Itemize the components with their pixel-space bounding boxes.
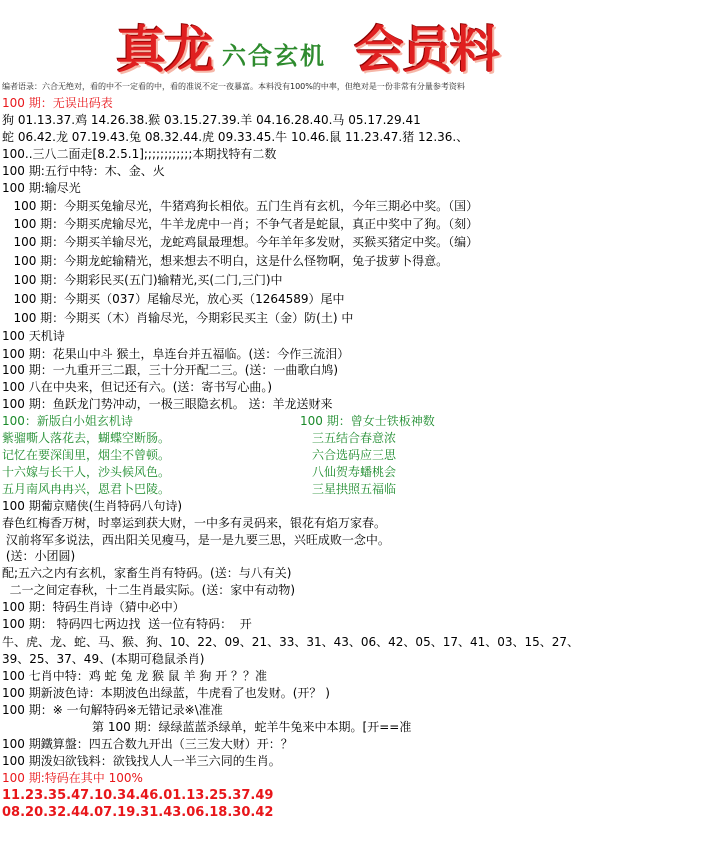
text-line: 100 天机诗 (2, 329, 65, 343)
page-banner (0, 8, 720, 79)
text-line: 二一之间定春秋，十二生肖最实际。(送：家中有动物) (2, 583, 295, 597)
ms-zeng-heading: 100 期：曾女士铁板神数 (300, 414, 435, 428)
text-line: 100 期：今期买羊输尽光，龙蛇鸡鼠最理想。今年羊年多发财，买猴买猪定中奖。（编） (2, 235, 479, 249)
special-code-heading: 100 期:特码在其中 100% (2, 771, 143, 785)
poem-line: 紫骝嘶人落花去，蝴蝶空断肠。 (2, 431, 171, 445)
text-line: 100 期：一九重开三二跟，三十分开配二三。(送：一曲歌白鸠) (2, 363, 339, 377)
text-line: 100 期:输尽光 (2, 181, 81, 195)
text-line: 100 期：今期龙蛇输精光，想来想去不明白，这是什么怪物啊，兔子拔萝卜得意。 (2, 254, 449, 268)
poem-line: 三五结合春意浓 (312, 431, 397, 445)
poem-line: 三星拱照五福临 (312, 482, 397, 496)
poem-line: 记忆在要深闺里，烟尘不曾顿。 (2, 448, 171, 462)
text-line: 100 期：鱼跃龙门势冲动，一极三眼隐玄机。 送：羊龙送财来 (2, 397, 333, 411)
text-line: 100 期：特码生肖诗（猜中必中） (2, 600, 185, 614)
text-line: 100 期鐵算盤：四五合数九开出（三三发大财）开：？ (2, 737, 293, 751)
text-line: 100 期： 特码四七两边找 送一位有特码： 开 (2, 617, 252, 631)
text-line: 牛、虎、龙、蛇、马、猴、狗、10、22、09、21、33、31、43、06、42、05、17、41、03、15、27、 (2, 635, 580, 649)
text-line: 100 期新波色诗：本期波色出绿蓝，牛虎看了也发财。(开？ ) (2, 686, 330, 700)
poem-line: 八仙贺寿蟠桃会 (312, 465, 397, 479)
zodiac-number-row-2: 蛇 06.42.龙 07.19.43.兔 08.32.44.虎 09.33.45.牛 10.46.鼠 11.23.47.猪 12.36.、 (2, 130, 469, 144)
banner-title-middle: 六合玄机 (222, 41, 326, 70)
no-error-table-heading: 100 期：无误出码表 (2, 96, 113, 110)
text-line: 100 八在中央来，但记还有六。(送：寄书写心曲。) (2, 380, 273, 394)
special-code-numbers-2: 08.20.32.44.07.19.31.43.06.18.30.42 (2, 805, 274, 820)
editor-notice: 编者语录：六合无绝对，看的中不一定看的中，看的准说不定一夜暴富。本料没有100%的中率，但绝对是一份非常有分量参考资料 (2, 82, 465, 91)
text-line: 100 期：今期彩民买(五门)输精光,买(二门,三门)中 (2, 273, 283, 287)
text-line: 100 期：今期买（037）尾输尽光，放心买（1264589）尾中 (2, 292, 345, 306)
poem-line: 六合选码应三思 (312, 448, 397, 462)
text-line: 100 期：※ 一句解特码※无错记录※\准准 (2, 703, 223, 717)
text-line: 100 期：花果山中斗 猴土，阜连台并五福临。(送：今作三流泪） (2, 347, 350, 361)
text-line: 100..三八二面走[8.2.5.1];;;;;;;;;;;;本期找特有二数 (2, 147, 277, 161)
text-line: 100 期：今期买兔输尽光，牛猪鸡狗长相依。五门生肖有玄机，今年三期必中奖。（国） (2, 199, 479, 213)
white-lady-poem-heading: 100：新版白小姐玄机诗 (2, 414, 133, 428)
text-line: 配;五六之内有玄机，家畜生肖有特码。(送：与八有关) (2, 566, 292, 580)
text-line: 100 七肖中特：鸡 蛇 兔 龙 猴 鼠 羊 狗 开 ？？准 (2, 669, 268, 683)
special-code-numbers-1: 11.23.35.47.10.34.46.01.13.25.37.49 (2, 788, 274, 803)
text-line: 春色红梅香万树，时辜运到获大财，一中多有灵码来，银花有焰万家春。 (2, 516, 387, 530)
poem-line: 十六嫁与长干人，沙头候风色。 (2, 465, 171, 479)
banner-title-right: 会员料 (354, 20, 498, 79)
text-line: 39、25、37、49、(本期可稳鼠杀肖) (2, 652, 205, 666)
text-line: 汉前将军多说法，西出阳关见瘦马，是一是九要三思，兴旺成败一念中。 (2, 533, 390, 547)
text-line: 100 期葡京赌侠(生肖特码八句诗) (2, 499, 183, 513)
banner-title-left: 真龙 (116, 20, 212, 79)
text-line: 第 100 期：绿绿蓝蓝杀绿单，蛇羊牛兔来中本期。[开==准 (92, 720, 412, 734)
poem-line: 五月南风冉冉兴，恩君卜巴陵。 (2, 482, 171, 496)
zodiac-number-row-1: 狗 01.13.37.鸡 14.26.38.猴 03.15.27.39.羊 04.16.28.40.马 05.17.29.41 (2, 113, 421, 127)
text-line: 100 期：今期买虎输尽光，牛羊龙虎中一肖；不争气者是蛇鼠，真正中奖中了狗。（刻） (2, 217, 479, 231)
text-line: 100 期:五行中特：木、金、火 (2, 164, 165, 178)
text-line: 100 期：今期买（木）肖输尽光，今期彩民买主（金）防(土) 中 (2, 311, 354, 325)
text-line: (送：小团圆) (2, 549, 76, 563)
text-line: 100 期泼妇欲钱料：欲钱找人人一半三六同的生肖。 (2, 754, 281, 768)
